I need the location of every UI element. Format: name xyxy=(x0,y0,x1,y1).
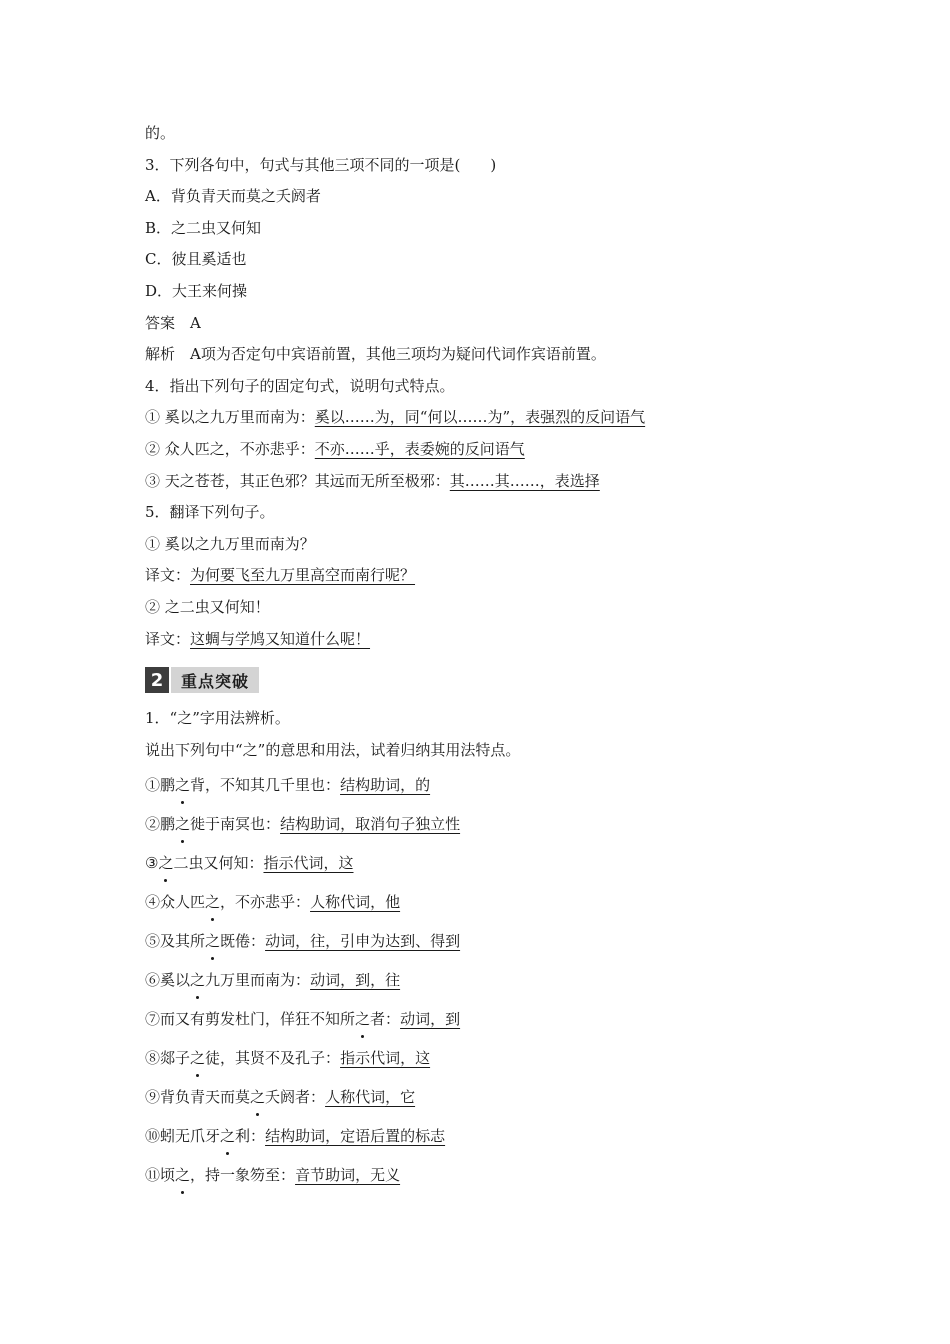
table-row xyxy=(145,766,845,805)
item-answer: 动词，到 xyxy=(400,1010,461,1029)
item-text-after: 者： xyxy=(370,1010,401,1029)
item-text-after: 利： xyxy=(235,1127,266,1146)
part1-block xyxy=(145,703,845,1195)
emphasized-zhi: 之 xyxy=(175,805,190,844)
translation-answer: 这蜩与学鸠又知道什么呢！ xyxy=(190,629,371,648)
question-3: 3．下列各句中，句式与其他三项不同的一项是( ) xyxy=(145,155,497,174)
question-4: 4．指出下列句子的固定句式，说明句式特点。 xyxy=(145,376,455,395)
item-text-before: 鹏 xyxy=(160,776,176,795)
item-answer: 结构助词，的 xyxy=(340,776,431,795)
list-item xyxy=(145,466,845,498)
item-number: ⑩ xyxy=(145,1127,161,1146)
item-prefix: ① 奚以之九万里而南为： xyxy=(145,408,315,427)
table-row xyxy=(145,805,845,844)
item-text-after: 夭阏者： xyxy=(265,1088,326,1107)
option-b: B．之二虫又何知 xyxy=(145,218,262,237)
question-5: 5．翻译下列句子。 xyxy=(145,503,275,522)
item-answer: 人称代词，它 xyxy=(325,1088,416,1107)
exercise-block xyxy=(145,118,845,402)
item-text-after: 既倦： xyxy=(220,932,266,951)
emphasized-zhi: 之 xyxy=(175,766,190,805)
option-a: A．背负青天而莫之夭阏者 xyxy=(145,187,321,206)
item-prefix: ② 众人匹之，不亦悲乎： xyxy=(145,439,315,458)
item-text-after: ，不亦悲乎： xyxy=(220,893,311,912)
emphasized-zhi: 之 xyxy=(355,1000,370,1039)
table-row xyxy=(145,844,845,883)
q4-items xyxy=(145,402,845,497)
item-text-before: 众人匹 xyxy=(160,893,206,912)
emphasized-zhi: 之 xyxy=(190,961,205,1000)
answer-line: 答案 A xyxy=(145,313,201,332)
list-item xyxy=(145,402,845,434)
item-number: ④ xyxy=(145,893,161,912)
item-number: ⑤ xyxy=(145,932,161,951)
item-text-after: 背，不知其几千里也： xyxy=(190,776,341,795)
zhi-usage-list xyxy=(145,766,845,1195)
translation-label: 译文： xyxy=(145,566,191,585)
item-answer: 指示代词，这 xyxy=(263,854,354,873)
item-text-before: 及其所 xyxy=(160,932,206,951)
table-row xyxy=(145,1117,845,1156)
item-text-before: 顷 xyxy=(160,1166,176,1185)
explanation-line: 解析 A项为否定句中宾语前置，其他三项均为疑问代词作宾语前置。 xyxy=(145,345,606,364)
item-answer: 结构助词，定语后置的标志 xyxy=(265,1127,446,1146)
option-d: D．大王来何操 xyxy=(145,281,248,300)
item-answer: 动词，到，往 xyxy=(310,971,401,990)
table-row xyxy=(145,922,845,961)
translation-answer: 为何要飞至九万里高空而南行呢？ xyxy=(190,566,416,585)
table-row xyxy=(145,961,845,1000)
emphasized-zhi: 之 xyxy=(205,883,220,922)
item-number: ⑪ xyxy=(145,1166,161,1185)
sentence: ① 奚以之九万里而南为？ xyxy=(145,534,315,553)
item-answer: 人称代词，他 xyxy=(310,893,401,912)
item-answer: 奚以……为，同“何以……为”，表强烈的反问语气 xyxy=(314,408,646,427)
part1-title: 1．“之”字用法辨析。 xyxy=(145,709,290,728)
translation xyxy=(145,560,845,592)
item-number: ⑨ xyxy=(145,1088,161,1107)
item-answer: 动词，往，引申为达到、得到 xyxy=(265,932,461,951)
item-text-after: 九万里而南为： xyxy=(205,971,311,990)
option-c: C．彼且奚适也 xyxy=(145,250,247,269)
item-prefix: ③ 天之苍苍，其正色邪？其远而无所至极邪： xyxy=(145,471,450,490)
part1-instruction: 说出下列句中“之”的意思和用法，试着归纳其用法特点。 xyxy=(145,740,521,759)
emphasized-zhi: 之 xyxy=(175,1156,190,1195)
item-text-before: 蚓无爪牙 xyxy=(160,1127,221,1146)
emphasized-zhi: 之 xyxy=(220,1117,235,1156)
emphasized-zhi: 之 xyxy=(190,1039,205,1078)
item-text-before: 鹏 xyxy=(160,815,176,834)
sentence: ② 之二虫又何知！ xyxy=(145,597,270,616)
table-row xyxy=(145,1000,845,1039)
section-header xyxy=(145,667,845,693)
item-text-after: 徙于南冥也： xyxy=(190,815,281,834)
item-number: ① xyxy=(145,776,161,795)
item-text-before: 而又有剪发杜门，佯狂不知所 xyxy=(160,1010,356,1029)
table-row xyxy=(145,1039,845,1078)
table-row xyxy=(145,883,845,922)
table-row xyxy=(145,1156,845,1195)
section-number: 2 xyxy=(145,667,169,693)
item-text-after: 徒，其贤不及孔子： xyxy=(205,1049,341,1068)
translation xyxy=(145,624,845,656)
item-number: ③ xyxy=(145,854,159,873)
item-number: ② xyxy=(145,815,161,834)
translation-label: 译文： xyxy=(145,629,191,648)
item-text-before: 奚以 xyxy=(160,971,191,990)
item-answer: 结构助词，取消句子独立性 xyxy=(280,815,461,834)
text-line: 的。 xyxy=(145,124,176,142)
q5-block xyxy=(145,497,845,655)
emphasized-zhi: 之 xyxy=(158,844,173,883)
item-answer: 指示代词，这 xyxy=(340,1049,431,1068)
item-number: ⑧ xyxy=(145,1049,161,1068)
item-text-before: 背负青天而莫 xyxy=(160,1088,251,1107)
item-answer: 音节助词，无义 xyxy=(295,1166,401,1185)
item-number: ⑥ xyxy=(145,971,161,990)
document-page xyxy=(145,118,845,1195)
item-answer: 其……其……，表选择 xyxy=(449,471,600,490)
table-row xyxy=(145,1078,845,1117)
emphasized-zhi: 之 xyxy=(205,922,220,961)
item-number: ⑦ xyxy=(145,1010,161,1029)
item-answer: 不亦……乎，表委婉的反问语气 xyxy=(314,439,525,458)
item-text-before: 郯子 xyxy=(160,1049,191,1068)
emphasized-zhi: 之 xyxy=(250,1078,265,1117)
item-text-after: ，持一象笏至： xyxy=(190,1166,296,1185)
item-text-after: 二虫又何知： xyxy=(173,854,264,873)
list-item xyxy=(145,434,845,466)
section-title: 重点突破 xyxy=(171,667,259,693)
